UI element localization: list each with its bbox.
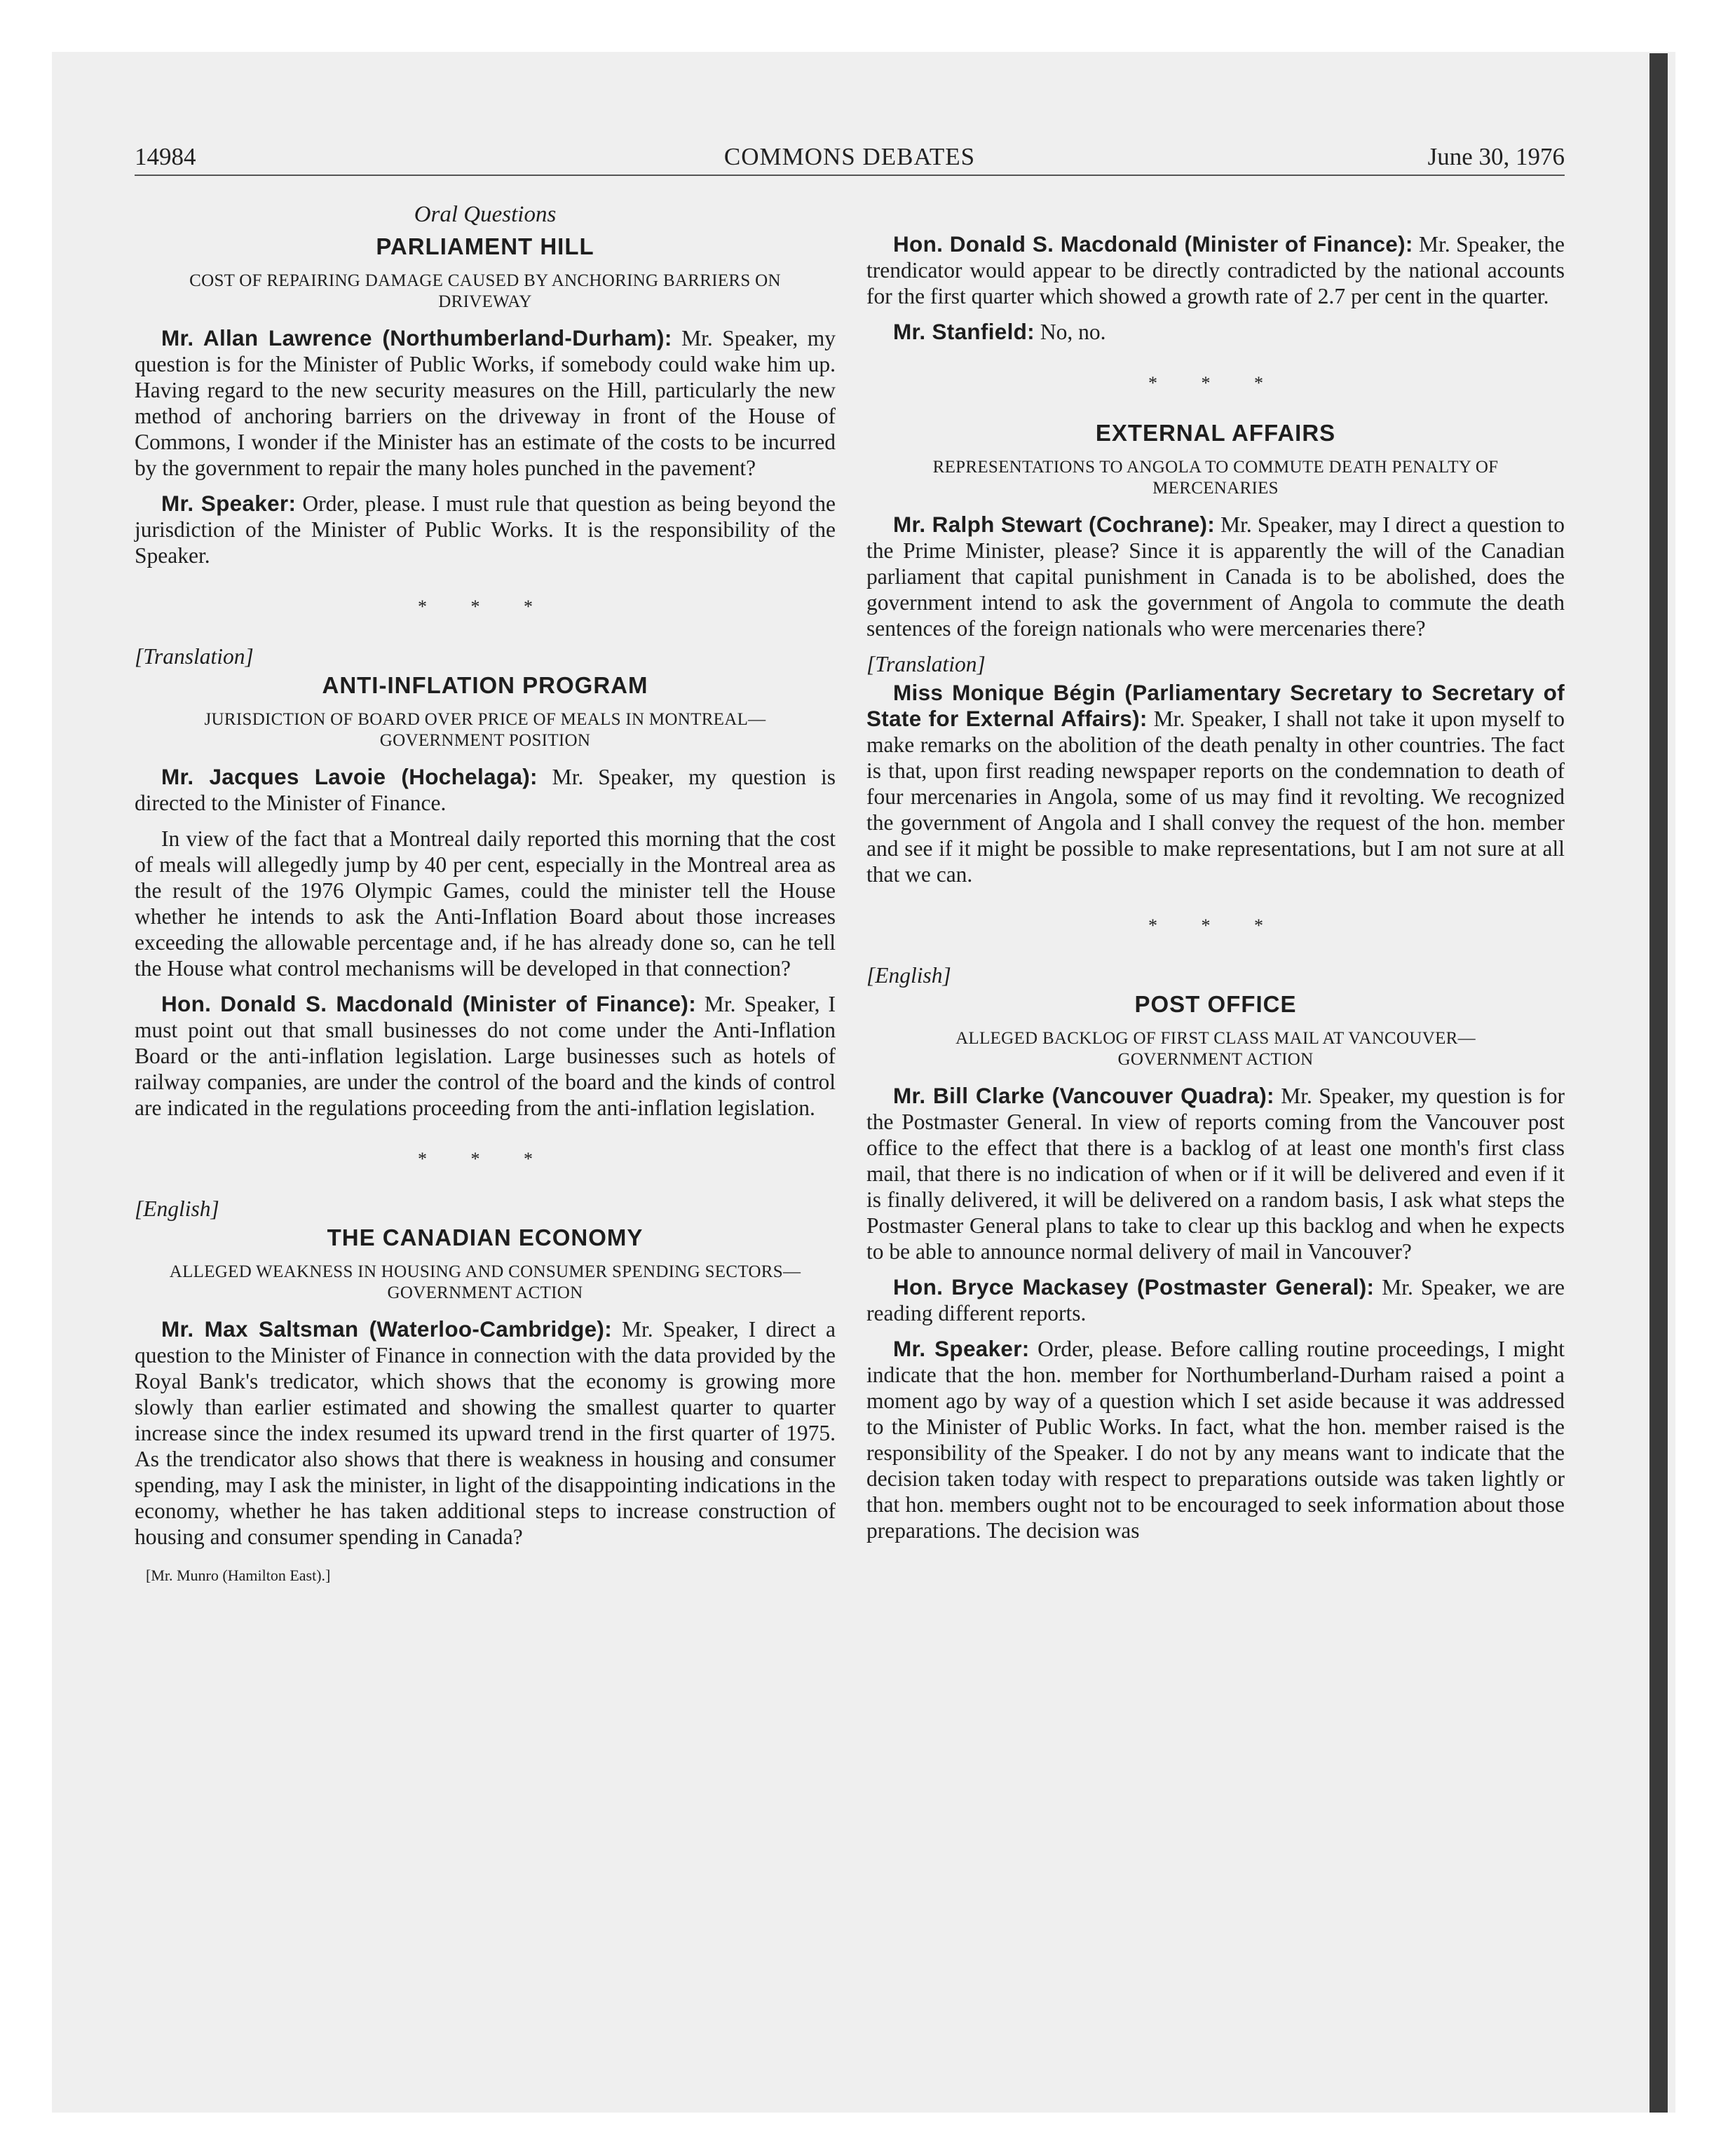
- speaker-name: Mr. Stanfield:: [893, 319, 1035, 344]
- section-separator: * * *: [1148, 373, 1283, 393]
- paragraph: [866, 231, 1565, 309]
- header-rule: [135, 175, 1565, 176]
- speech-text: Mr. Speaker, my question is for the Postmaster General. In view of reports coming from the Vancouver post office to the effect that there is a backlog of at least one month's first class mail, that there is no indication of when or if it will be delivered and even if it is finally delivered, it will be delivered on a random basis, I ask what steps the Postmaster General plans to take to clear up this backlog and when he expects to be able to announce normal delivery of mail in Vancouver?: [866, 1084, 1565, 1264]
- section-subtitle: JURISDICTION OF BOARD OVER PRICE OF MEALS IN MONTREAL—GOVERNMENT POSITION: [204, 710, 766, 750]
- speaker-name: Hon. Donald S. Macdonald (Minister of Finance):: [893, 231, 1413, 257]
- speaker-name: Hon. Donald S. Macdonald (Minister of Finance):: [161, 991, 696, 1016]
- paragraph: [135, 991, 836, 1121]
- section-title-external-affairs: EXTERNAL AFFAIRS: [1095, 420, 1336, 446]
- paragraph: [135, 764, 836, 816]
- speech-text: Mr. Speaker, I shall not take it upon myself to make remarks on the abolition of the death penalty in other countries. The fact is that, upon first reading newspaper reports on the condemnation to death of four mercenaries in Angola, some of us may find it revolting. We recognized the government of Angola and I shall convey the request of the hon. member and see if it might be possible to make representations, but I am not sure at all that we can.: [866, 707, 1565, 887]
- left-column: [135, 195, 836, 1588]
- scan-edge-bar: [1649, 53, 1668, 2113]
- speech-text: Mr. Speaker, may I direct a question to the Prime Minister, please? Since it is apparently the will of the Canadian parliament that capital punishment in Canada is to be abolished, does the government intend to ask the government of Angola to commute the death sentences of the foreign nationals who were mercenaries there?: [866, 512, 1565, 641]
- speaker-name: Mr. Max Saltsman (Waterloo-Cambridge):: [161, 1316, 613, 1342]
- speaker-name: Mr. Ralph Stewart (Cochrane):: [893, 512, 1216, 537]
- section-subtitle: COST OF REPAIRING DAMAGE CAUSED BY ANCHORING BARRIERS ON DRIVEWAY: [189, 271, 781, 311]
- speaker-name: Mr. Bill Clarke (Vancouver Quadra):: [893, 1083, 1274, 1108]
- section-separator: * * *: [418, 596, 552, 617]
- language-marker: [English]: [135, 1196, 219, 1221]
- paragraph: [866, 1336, 1565, 1543]
- section-subtitle: REPRESENTATIONS TO ANGOLA TO COMMUTE DEATH PENALTY OF MERCENARIES: [932, 458, 1499, 498]
- speaker-name: Mr. Jacques Lavoie (Hochelaga):: [161, 764, 538, 789]
- language-marker: [English]: [866, 963, 951, 988]
- speech-text: Mr. Speaker, we are reading different reports.: [866, 1275, 1565, 1325]
- speech-text: No, no.: [1034, 320, 1106, 344]
- section-separator: * * *: [1148, 915, 1283, 936]
- paragraph: [866, 1083, 1565, 1264]
- speaker-name: Miss Monique Bégin (Parliamentary Secretary to Secretary of State for External Affairs):: [866, 680, 1565, 731]
- speech-text: Mr. Speaker, my question is directed to the Minister of Finance.: [135, 765, 836, 815]
- section-title-parliament-hill: PARLIAMENT HILL: [376, 233, 594, 259]
- speech-text: Order, please. I must rule that question as being beyond the jurisdiction of the Minister of Public Works. It is the responsibility of the Speaker.: [135, 491, 836, 568]
- speech-text: Mr. Speaker, my question is for the Minister of Public Works, if somebody could wake him up. Having regard to the new security measures on the Hill, particularly the new method of anchoring barriers on the driveway in front of the House of Commons, I wonder if the Minister has an estimate of the costs to be incurred by the government to repair the many holes punched in the pavement?: [135, 326, 836, 480]
- speech-text: Mr. Speaker, I direct a question to the Minister of Finance in connection with the data provided by the Royal Bank's tredicator, which shows that the economy is growing more slowly than earlier estimated and showing the smallest quarter to quarter increase since the index resumed its upward trend in the first quarter of 1975. As the trendicator also shows that there is weakness in housing and consumer spending, may I ask the minister, in light of the disappointing indications in the economy, whether he has taken additional steps to increase construction of housing and consumer spending in Canada?: [135, 1317, 836, 1549]
- paragraph: [135, 1316, 836, 1550]
- section-separator: * * *: [418, 1149, 552, 1169]
- page-number: 14984: [135, 143, 196, 170]
- paragraph: [866, 512, 1565, 641]
- paragraph: [135, 325, 836, 481]
- paragraph: [866, 680, 1565, 887]
- speaker-name: Mr. Speaker:: [161, 491, 297, 516]
- speaker-name: Mr. Allan Lawrence (Northumberland-Durham):: [161, 325, 672, 350]
- running-head: Oral Questions: [414, 202, 557, 227]
- paragraph: [135, 491, 836, 568]
- speaker-name: Mr. Speaker:: [893, 1336, 1030, 1361]
- page-header: [135, 143, 1565, 177]
- publication-title: COMMONS DEBATES: [723, 143, 976, 170]
- paragraph: In view of the fact that a Montreal daily reported this morning that the cost of meals will allegedly jump by 40 per cent, especially in the Montreal area as the result of the 1976 Olympic Games, could the minister tell the House whether he intends to ask the Anti-Inflation Board about those increases exceeding the allowable percentage and, if he has already done so, can he tell the House what control mechanisms will be developed in that connection?: [135, 826, 836, 981]
- speech-text: Mr. Speaker, I must point out that small businesses do not come under the Anti-Inflation Board or the anti-inflation legislation. Large businesses such as hotels of railway companies, are under the control of the board and the kinds of control are indicated in the regulations proceeding from the anti-inflation legislation.: [135, 992, 836, 1120]
- paragraph: [866, 1274, 1565, 1326]
- section-title-anti-inflation: ANTI-INFLATION PROGRAM: [322, 672, 648, 698]
- section-subtitle: ALLEGED WEAKNESS IN HOUSING AND CONSUMER SPENDING SECTORS—GOVERNMENT ACTION: [169, 1262, 801, 1302]
- section-title-canadian-economy: THE CANADIAN ECONOMY: [327, 1224, 644, 1250]
- paragraph: [866, 319, 1565, 345]
- language-marker: [Translation]: [866, 652, 986, 676]
- speech-text: Order, please. Before calling routine proceedings, I might indicate that the hon. member for Northumberland-Durham raised a point a moment ago by way of a question which I set aside because it was addressed to the Minister of Public Works. In fact, what the hon. member raised is the responsibility of the Speaker. I do not by any means want to indicate that the decision taken today with respect to preparations outside was taken lightly or that hon. members ought not to be encouraged to seek information about those preparations. The decision was: [866, 1337, 1565, 1543]
- page-date: June 30, 1976: [1427, 143, 1565, 170]
- speaker-name: Hon. Bryce Mackasey (Postmaster General):: [893, 1274, 1375, 1299]
- language-marker: [Translation]: [135, 644, 254, 669]
- right-column: [866, 231, 1565, 1553]
- speaker-footnote: [Mr. Munro (Hamilton East).]: [146, 1567, 331, 1584]
- section-title-post-office: POST OFFICE: [1134, 991, 1297, 1017]
- section-subtitle: ALLEGED BACKLOG OF FIRST CLASS MAIL AT VANCOUVER—GOVERNMENT ACTION: [955, 1029, 1476, 1069]
- speech-text: Mr. Speaker, the trendicator would appear to be directly contradicted by the national accounts for the first quarter which showed a growth rate of 2.7 per cent in the quarter.: [866, 232, 1565, 308]
